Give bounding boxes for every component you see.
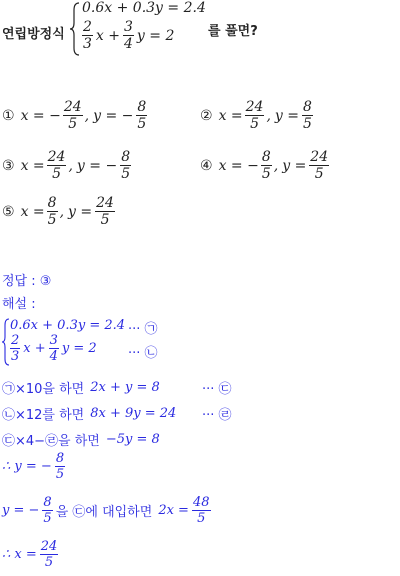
solution-sys-eq1: 0.6x + 0.3y = 2.4 (10, 318, 126, 333)
solution-step1: ㉠×10을 하면 2x + y = 8 (2, 380, 160, 397)
choice-2[interactable]: ② x = $\frac{24}{5}$ , y = $\frac{8}{5}$ (200, 99, 312, 132)
choice-4[interactable]: ④ x = − $\frac{8}{5}$ , y = $\frac{24}{5}$ (200, 149, 329, 182)
question-stem (2, 12, 65, 52)
solution-step3: ㉢×4−㉣을 하면 −5y = 8 (2, 432, 160, 449)
question-label: 연립방정식 (2, 26, 65, 42)
solution-step6: ∴ x = $\frac{24}{5}$ (2, 539, 58, 570)
answer-label: 정답 : ③ (2, 274, 52, 289)
solution-tag2: ··· ㉡ (128, 346, 158, 361)
solution-tag1: ··· ㉠ (128, 322, 158, 337)
choice-5[interactable]: ⑤ x = $\frac{8}{5}$ , y = $\frac{24}{5}$ (2, 195, 114, 228)
question-eq1: 0.6x + 0.3y = 2.4 (82, 0, 206, 16)
question-brace (70, 2, 80, 56)
solution-label: 해설 : (2, 297, 36, 312)
question-eq2: $\frac{2}{3}$ x + $\frac{3}{4}$ y = 2 (83, 19, 175, 52)
solution-step2-tag: ··· ㉣ (202, 408, 232, 423)
solution-step1-tag: ··· ㉢ (202, 382, 232, 397)
solution-step2: ㉡×12를 하면 8x + 9y = 24 (2, 406, 177, 423)
choice-3[interactable]: ③ x = $\frac{24}{5}$ , y = − $\frac{8}{5}$ (2, 149, 131, 182)
solution-step4: ∴ y = − $\frac{8}{5}$ (2, 451, 65, 482)
solution-brace (2, 318, 10, 366)
frac-3-4: $\frac{3}{4}$ (124, 19, 133, 52)
choice-1[interactable]: ① x = − $\frac{24}{5}$ , y = − $\frac{8}{5}$ (2, 99, 147, 132)
solution-sys-eq2: $\frac{2}{3}$ x + $\frac{3}{4}$ y = 2 (11, 333, 97, 364)
solution-step5: y = − $\frac{8}{5}$ 을 ㉢에 대입하면 2x = $\frac{48}{5}$ (2, 495, 210, 526)
question-suffix: 를 풀면? (208, 24, 258, 39)
frac-2-3: $\frac{2}{3}$ (83, 19, 92, 52)
